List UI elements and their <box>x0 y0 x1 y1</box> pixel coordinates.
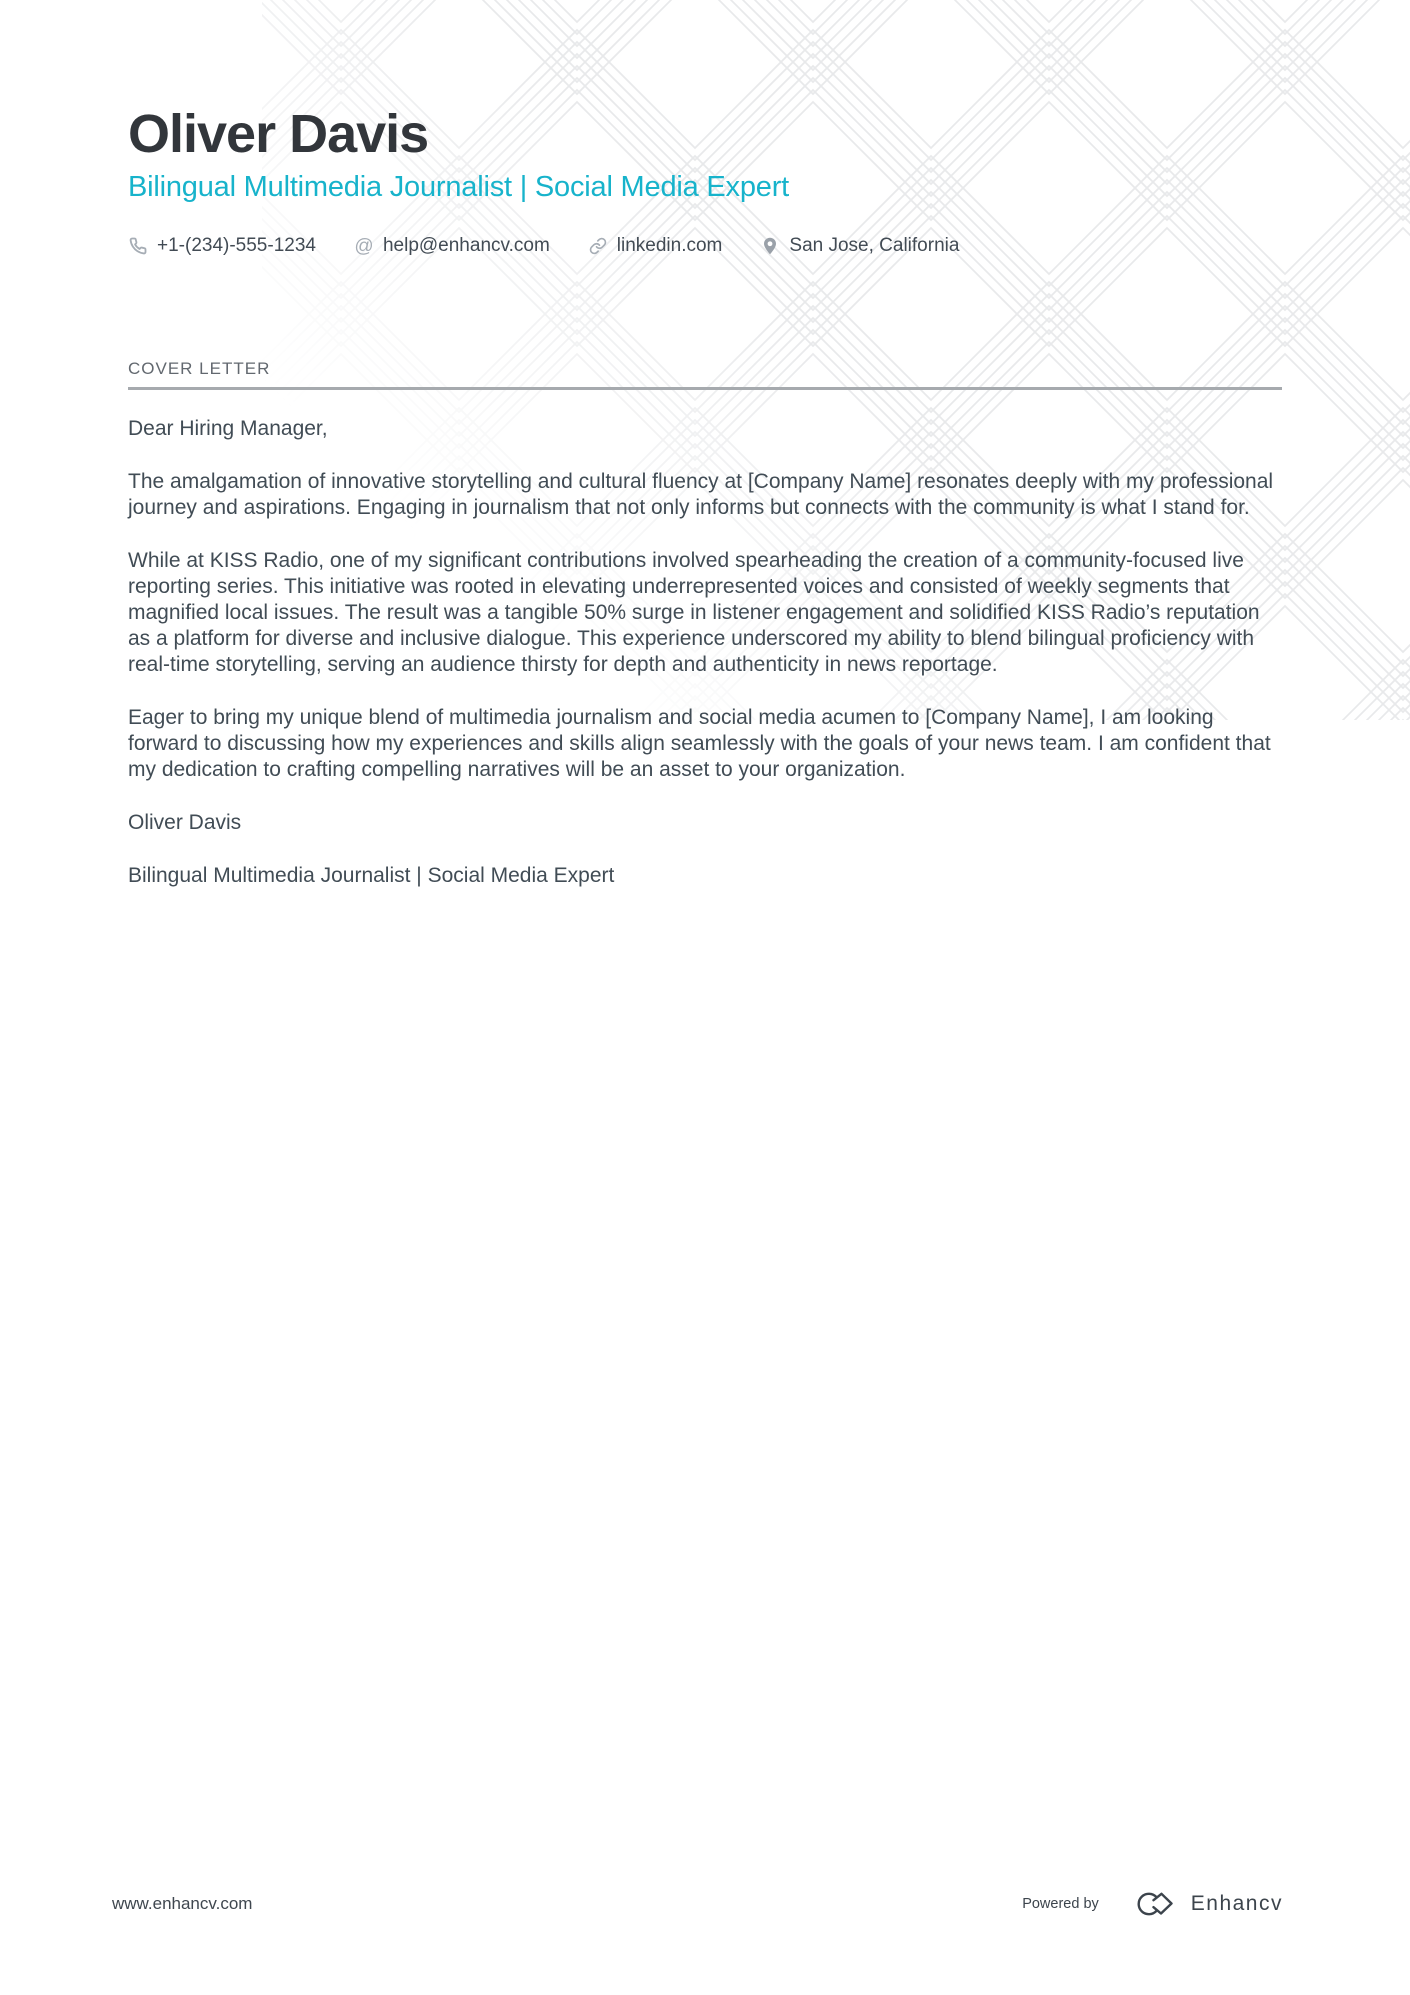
brand-wordmark[interactable]: Enhancv <box>1190 1892 1283 1915</box>
powered-by-group <box>1022 1890 1283 1918</box>
enhancv-infinity-logo <box>1131 1890 1177 1918</box>
contact-row <box>128 235 1282 257</box>
section-title: COVER LETTER <box>128 359 271 379</box>
salutation: Dear Hiring Manager, <box>128 417 328 441</box>
contact-location <box>760 235 959 257</box>
pin-icon <box>760 236 780 256</box>
job-title: Bilingual Multimedia Journalist | Social Media Expert <box>128 171 790 204</box>
contact-website[interactable] <box>588 235 723 257</box>
website-url[interactable]: linkedin.com <box>616 235 723 257</box>
phone-icon <box>128 236 148 256</box>
letter-paragraph: While at KISS Radio, one of my significant contributions involved spearheading the creation of a community-focused live reporting series. This initiative was rooted in elevating underrepresented voices and consisted of weekly segments that magnified local issues. The result was a tangible 50% surge in listener engagement and solidified KISS Radio’s reputation as a platform for diverse and inclusive dialogue. This experience underscored my ability to blend bilingual proficiency with real-time storytelling, serving an audience thirsty for depth and authenticity in news reportage. <box>128 549 1260 677</box>
phone-number: +1-(234)-555-1234 <box>157 235 316 257</box>
link-icon <box>588 236 608 256</box>
at-icon: @ <box>354 235 374 257</box>
powered-by-label: Powered by <box>1022 1896 1099 1912</box>
section-divider <box>128 387 1282 390</box>
footer-website-link[interactable]: www.enhancv.com <box>112 1894 253 1913</box>
page-footer <box>0 1884 1410 1924</box>
email-address[interactable]: help@enhancv.com <box>382 235 550 257</box>
letter-paragraph: The amalgamation of innovative storytelling and cultural fluency at [Company Name] resonates deeply with my professional journey and aspirations. Engaging in journalism that not only informs but connects with the community is what I stand for. <box>128 470 1274 520</box>
contact-email[interactable] <box>354 235 550 257</box>
location-text: San Jose, California <box>789 235 960 257</box>
letter-body <box>128 416 1282 889</box>
letter-paragraph: Eager to bring my unique blend of multimedia journalism and social media acumen to [Company Name], I am looking forward to discussing how my experiences and skills align seamlessly with the goals of your news team. I am confident that my dedication to crafting compelling narratives will be an asset to your organization. <box>128 706 1271 782</box>
contact-phone <box>128 235 316 257</box>
signature-title: Bilingual Multimedia Journalist | Social Media Expert <box>128 864 615 888</box>
person-name: Oliver Davis <box>128 104 429 164</box>
document-content <box>128 0 1282 889</box>
signature-name: Oliver Davis <box>128 811 242 835</box>
